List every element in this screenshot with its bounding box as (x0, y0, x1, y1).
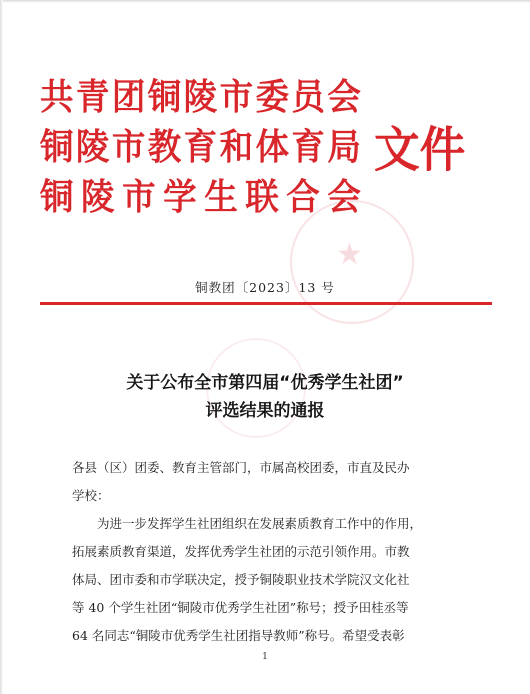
body-line-1: 为进一步发挥学生社团组织在发展素质教育工作中的作用， (97, 516, 423, 531)
addressee-line-2: 学校： (72, 488, 110, 503)
issuer-org-2: 铜陵市教育和体育局 (40, 127, 361, 168)
document-type-label: 文件 (374, 122, 466, 178)
body-line-4: 等 40 个学生社团“铜陵市优秀学生社团”称号；授予田桂丞等 (72, 600, 409, 615)
addressee-block (72, 454, 464, 510)
scan-edge-top (0, 0, 530, 3)
document-number: 铜教团〔2023〕13 号 (195, 280, 335, 295)
page-number: 1 (262, 652, 268, 662)
body-line-3: 体局、团市委和市学联决定，授予铜陵职业技术学院汉文化社 (72, 572, 410, 587)
body-line-5: 64 名同志“铜陵市优秀学生社团指导教师”称号。希望受表彰 (72, 628, 405, 643)
document-header (40, 72, 480, 232)
issuer-org-3: 铜陵市学生联合会 (40, 177, 361, 218)
body-paragraph (72, 510, 464, 650)
issuer-org-1: 共青团铜陵市委员会 (40, 77, 361, 118)
seal-star-icon: ★ (336, 237, 363, 272)
body-line-2: 拓展素质教育渠道，发挥优秀学生社团的示范引领作用。市教 (72, 544, 410, 559)
red-divider-line (40, 302, 492, 305)
scan-edge-left (0, 0, 3, 694)
document-title-line-2: 评选结果的通报 (205, 401, 325, 421)
document-title-line-1: 关于公布全市第四届“优秀学生社团” (126, 373, 404, 393)
addressee-line-1: 各县（区）团委、教育主管部门，市属高校团委，市直及民办 (72, 460, 410, 475)
